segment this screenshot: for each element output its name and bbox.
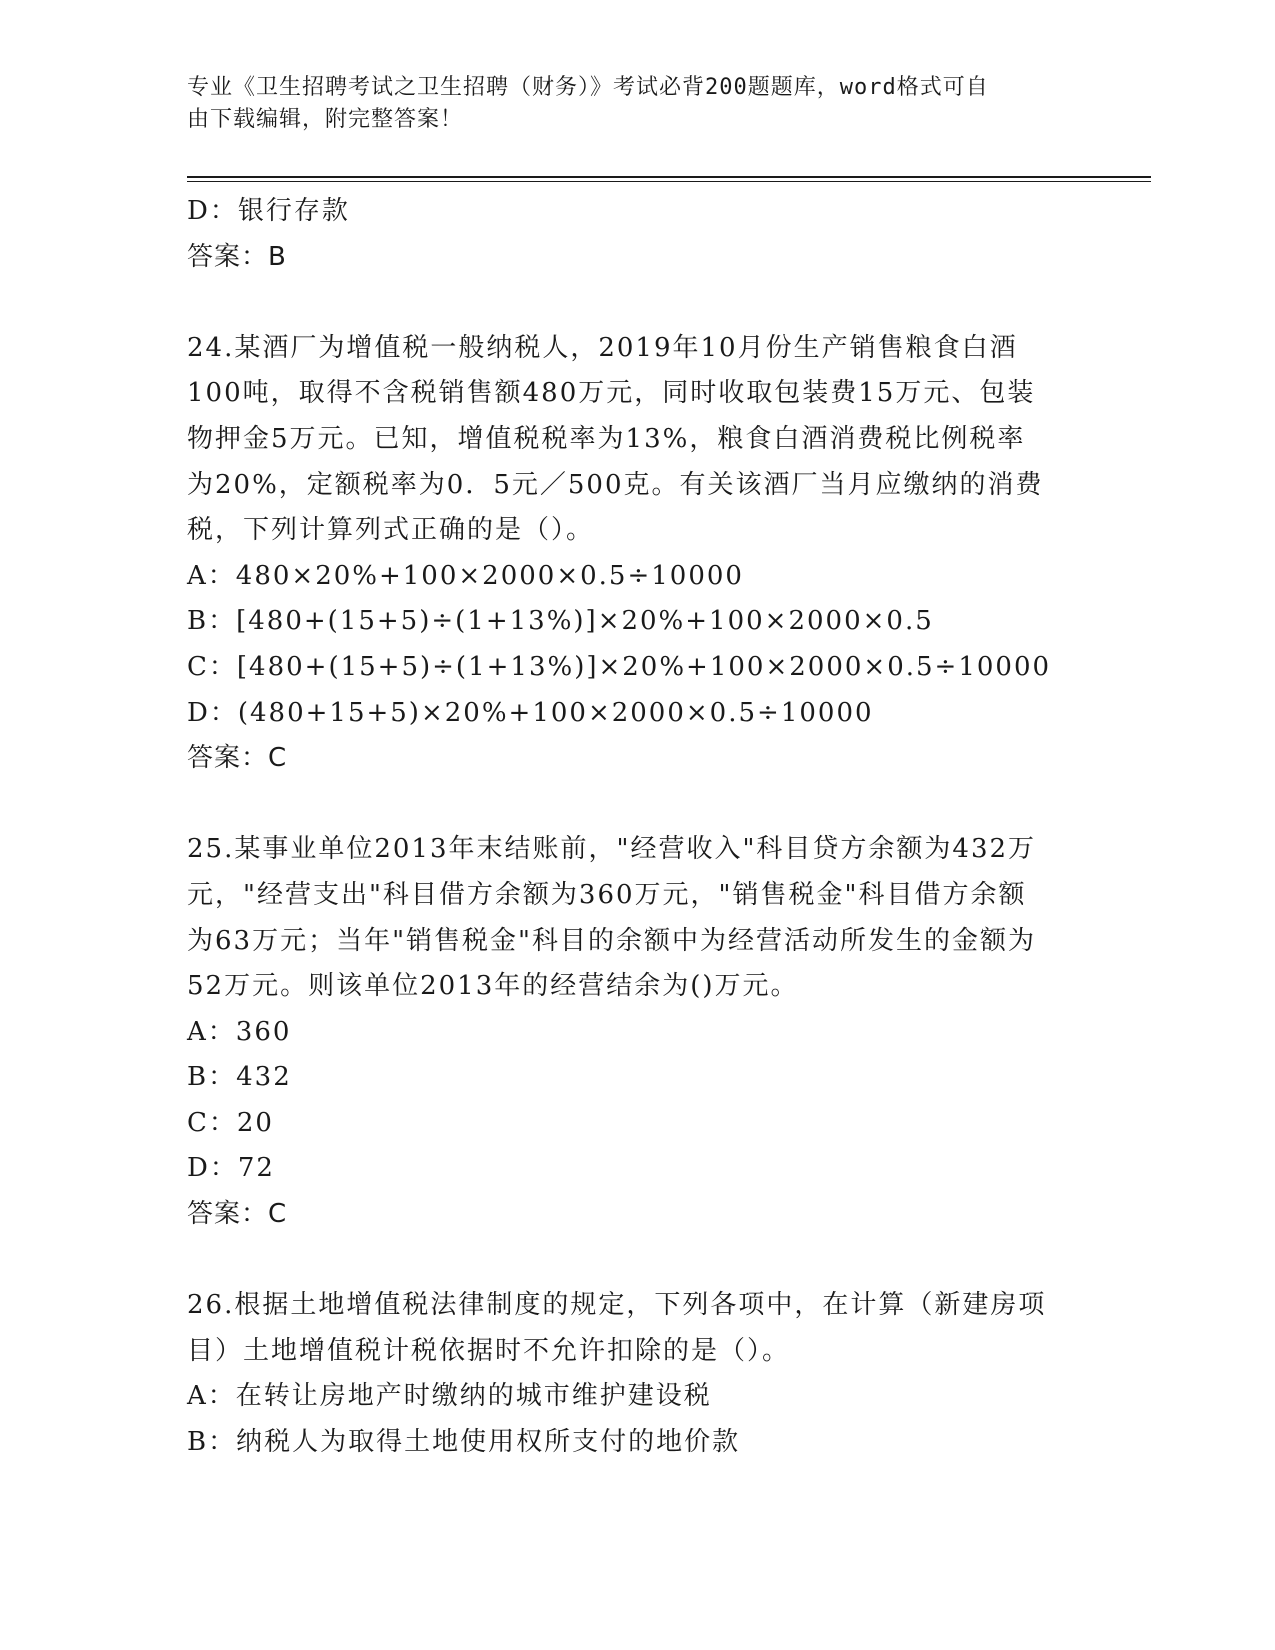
question-stem-line: 为63万元；当年"销售税金"科目的余额中为经营活动所发生的金额为 <box>187 925 1037 956</box>
option-b: B：纳税人为取得土地使用权所支付的地价款 <box>187 1427 741 1458</box>
question-stem-line: 税，下列计算列式正确的是（）。 <box>187 515 595 546</box>
header-rule-thin <box>187 181 1151 182</box>
answer-25: 答案：C <box>187 1199 288 1230</box>
spacer <box>187 782 1087 828</box>
question-24 <box>187 326 1087 782</box>
option-a: A：360 <box>187 1016 292 1047</box>
option-d: D：(480+15+5)×20%+100×2000×0.5÷10000 <box>187 697 874 728</box>
document-body <box>187 189 1087 1466</box>
prev-answer: 答案：B <box>187 241 287 272</box>
question-stem-line: 元，"经营支出"科目借方余额为360万元，"销售税金"科目借方余额 <box>187 879 1027 910</box>
answer-24: 答案：C <box>187 743 288 774</box>
header-rule-thick <box>187 176 1151 178</box>
option-b: B：[480+(15+5)÷(1+13%)]×20%+100×2000×0.5 <box>187 606 934 637</box>
question-stem-line: 52万元。则该单位2013年的经营结余为()万元。 <box>187 971 799 1002</box>
question-stem-line: 25.某事业单位2013年末结账前，"经营收入"科目贷方余额为432万 <box>187 834 1037 865</box>
question-stem-line: 为20%，定额税率为0．5元／500克。有关该酒厂当月应缴纳的消费 <box>187 469 1044 500</box>
question-stem-line: 目）土地增值税计税依据时不允许扣除的是（）。 <box>187 1335 791 1366</box>
question-stem-line: 100吨，取得不含税销售额480万元，同时收取包装费15万元、包装 <box>187 378 1036 409</box>
question-25 <box>187 827 1087 1237</box>
header-line-1: 专业《卫生招聘考试之卫生招聘（财务）》考试必背200题题库，word格式可自 <box>187 75 989 100</box>
question-stem-line: 物押金5万元。已知，增值税税率为13%，粮食白酒消费税比例税率 <box>187 423 1026 454</box>
option-a: A：480×20%+100×2000×0.5÷10000 <box>187 560 744 591</box>
option-b: B：432 <box>187 1062 292 1093</box>
option-c: C：[480+(15+5)÷(1+13%)]×20%+100×2000×0.5÷10000 <box>187 651 1052 682</box>
prev-option-d: D：银行存款 <box>187 196 350 226</box>
spacer <box>187 280 1087 326</box>
option-a: A：在转让房地产时缴纳的城市维护建设税 <box>187 1381 712 1412</box>
spacer <box>187 1238 1087 1284</box>
document-header <box>187 72 1067 136</box>
option-d: D：72 <box>187 1153 275 1184</box>
question-stem-line: 24.某酒厂为增值税一般纳税人，2019年10月份生产销售粮食白酒 <box>187 332 1018 363</box>
header-line-2: 由下载编辑，附完整答案！ <box>187 107 464 132</box>
question-26 <box>187 1283 1087 1465</box>
option-c: C：20 <box>187 1107 274 1138</box>
question-stem-line: 26.根据土地增值税法律制度的规定，下列各项中，在计算（新建房项 <box>187 1290 1047 1321</box>
